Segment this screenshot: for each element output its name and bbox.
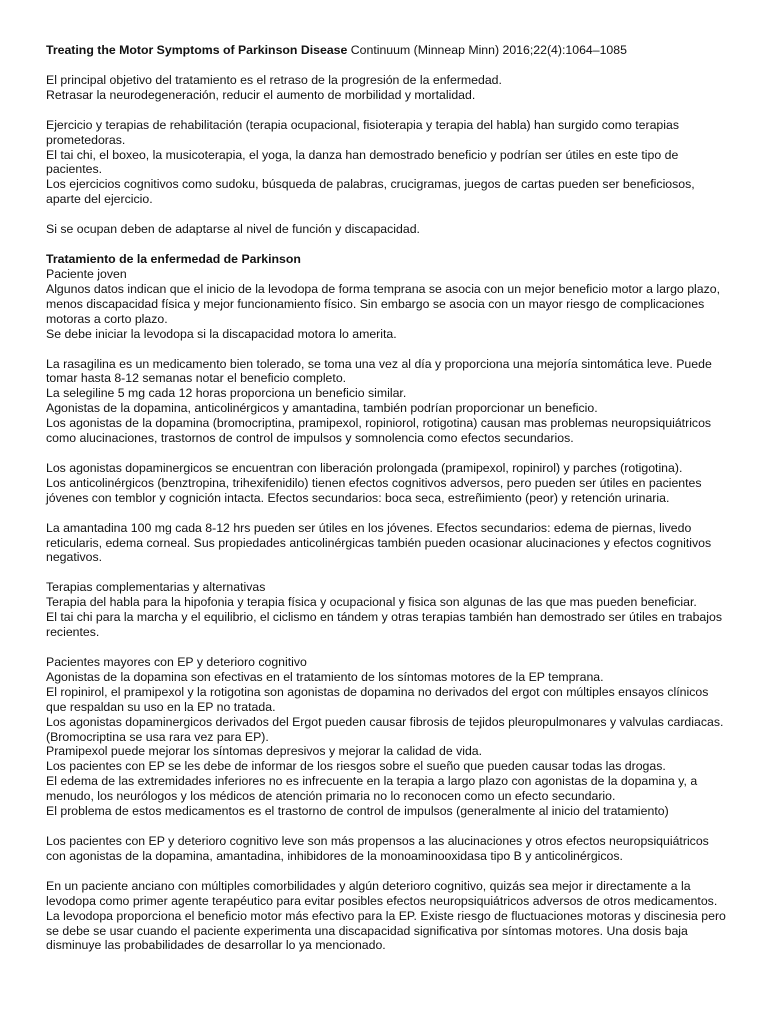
subheading: Paciente joven (46, 266, 127, 281)
paragraph: El ropinirol, el pramipexol y la rotigotina son agonistas de dopamina no derivados del ergot con múltiples ensayos clínicos que respaldan su uso en la EP no tratada. (46, 684, 709, 714)
paragraph: Se debe iniciar la levodopa si la discapacidad motora lo amerita. (46, 326, 397, 341)
subheading: Terapias complementarias y alternativas (46, 580, 266, 595)
paragraph: Los agonistas dopaminergicos derivados del Ergot pueden causar fibrosis de tejidos pleuropulmonares y valvulas cardiacas. (Bromocriptina se usa rara vez para EP). (46, 714, 724, 744)
paragraph: Si se ocupan deben de adaptarse al nivel de función y discapacidad. (46, 222, 420, 237)
paragraph: Pramipexol puede mejorar los síntomas depresivos y mejorar la calidad de vida. (46, 744, 483, 759)
document-header (46, 43, 728, 58)
paragraph: Agonistas de la dopamina son efectivas en el tratamiento de los síntomas motores de la EP temprana. (46, 669, 604, 684)
citation: Continuum (Minneap Minn) 2016;22(4):1064–1085 (347, 43, 627, 57)
paragraph: La amantadina 100 mg cada 8-12 hrs pueden ser útiles en los jóvenes. Efectos secundarios: edema de piernas, livedo reticularis, edema corneal. Sus propiedades anticolinérgicas también pueden ocasionar alucinaciones y efectos cognitivos negativos. (46, 520, 712, 565)
paragraph: El tai chi, el boxeo, la musicoterapia, el yoga, la danza han demostrado beneficio y podrían ser útiles en este tipo de pacientes. (46, 147, 679, 177)
paragraph: El edema de las extremidades inferiores no es infrecuente en la terapia a largo plazo con agonistas de la dopamina y, a menudo, los neurólogos y los médicos de atención primaria no lo reconocen como un efecto secundario. (46, 774, 698, 804)
paragraph: La rasagilina es un medicamento bien tolerado, se toma una vez al día y proporciona una mejoría sintomática leve. Puede tomar hasta 8-12 semanas notar el beneficio completo. (46, 356, 712, 386)
paragraph: El tai chi para la marcha y el equilibrio, el ciclismo en tándem y otras terapias también han demostrado ser útiles en trabajos recientes. (46, 610, 722, 640)
section-heading: Tratamiento de la enfermedad de Parkinson (46, 252, 301, 267)
paragraph: Los ejercicios cognitivos como sudoku, búsqueda de palabras, crucigramas, juegos de cartas pueden ser beneficiosos, aparte del ejercicio. (46, 177, 695, 207)
paragraph: Los agonistas dopaminergicos se encuentran con liberación prolongada (pramipexol, ropinirol) y parches (rotigotina). (46, 460, 683, 475)
paragraph: Los agonistas de la dopamina (bromocriptina, pramipexol, ropiniorol, rotigotina) causan mas problemas neuropsiquiátricos como alucinaciones, trastornos de control de impulsos y somnolencia como efectos secundarios. (46, 416, 712, 446)
paragraph: La selegiline 5 mg cada 12 horas proporciona un beneficio similar. (46, 386, 407, 401)
paragraph: El problema de estos medicamentos es el trastorno de control de impulsos (generalmente al inicio del tratamiento) (46, 804, 669, 819)
paragraph: El principal objetivo del tratamiento es el retraso de la progresión de la enfermedad. (46, 72, 502, 87)
paragraph: Ejercicio y terapias de rehabilitación (terapia ocupacional, fisioterapia y terapia del habla) han surgido como terapias prometedoras. (46, 117, 679, 147)
paragraph: Los pacientes con EP y deterioro cognitivo leve son más propensos a las alucinaciones y otros efectos neuropsiquiátricos con agonistas de la dopamina, amantadina, inhibidores de la monoaminooxidasa tipo B y anticolinérgicos. (46, 833, 709, 863)
paragraph: En un paciente anciano con múltiples comorbilidades y algún deterioro cognitivo, quizás sea mejor ir directamente a la levodopa como primer agente terapéutico para evitar posibles efectos neuropsiquiátricos adversos de otros medicamentos. (46, 878, 718, 908)
paragraph: Los pacientes con EP se les debe de informar de los riesgos sobre el sueño que pueden causar todas las drogas. (46, 759, 666, 774)
subheading: Pacientes mayores con EP y deterioro cognitivo (46, 655, 307, 669)
paragraph: Terapia del habla para la hipofonia y terapia física y ocupacional y fisica son algunas de las que mas pueden beneficiar. (46, 595, 697, 610)
paragraph: Agonistas de la dopamina, anticolinérgicos y amantadina, también podrían proporcionar un beneficio. (46, 401, 598, 416)
paragraph: La levodopa proporciona el beneficio motor más efectivo para la EP. Existe riesgo de fluctuaciones motoras y discinesia pero se debe se usar cuando el paciente experimenta una discapacidad significativa por síntomas motores. Una dosis baja disminuye las probabilidades de desarrollar lo ya mencionado. (46, 908, 726, 953)
document-title: Treating the Motor Symptoms of Parkinson Disease (46, 43, 348, 57)
paragraph: Retrasar la neurodegeneración, reducir el aumento de morbilidad y mortalidad. (46, 87, 476, 102)
paragraph: Los anticolinérgicos (benztropina, trihexifenidilo) tienen efectos cognitivos adversos, pero pueden ser útiles en pacientes jóvenes con temblor y cognición intacta. Efectos secundarios: boca seca, estreñimiento (peor) y retención urinaria. (46, 475, 702, 505)
paragraph: Algunos datos indican que el inicio de la levodopa de forma temprana se asocia con un mejor beneficio motor a largo plazo, menos discapacidad física y mejor funcionamiento físico. Sin embargo se asocia con un mayor riesgo de complicaciones motoras a corto plazo. (46, 281, 721, 326)
